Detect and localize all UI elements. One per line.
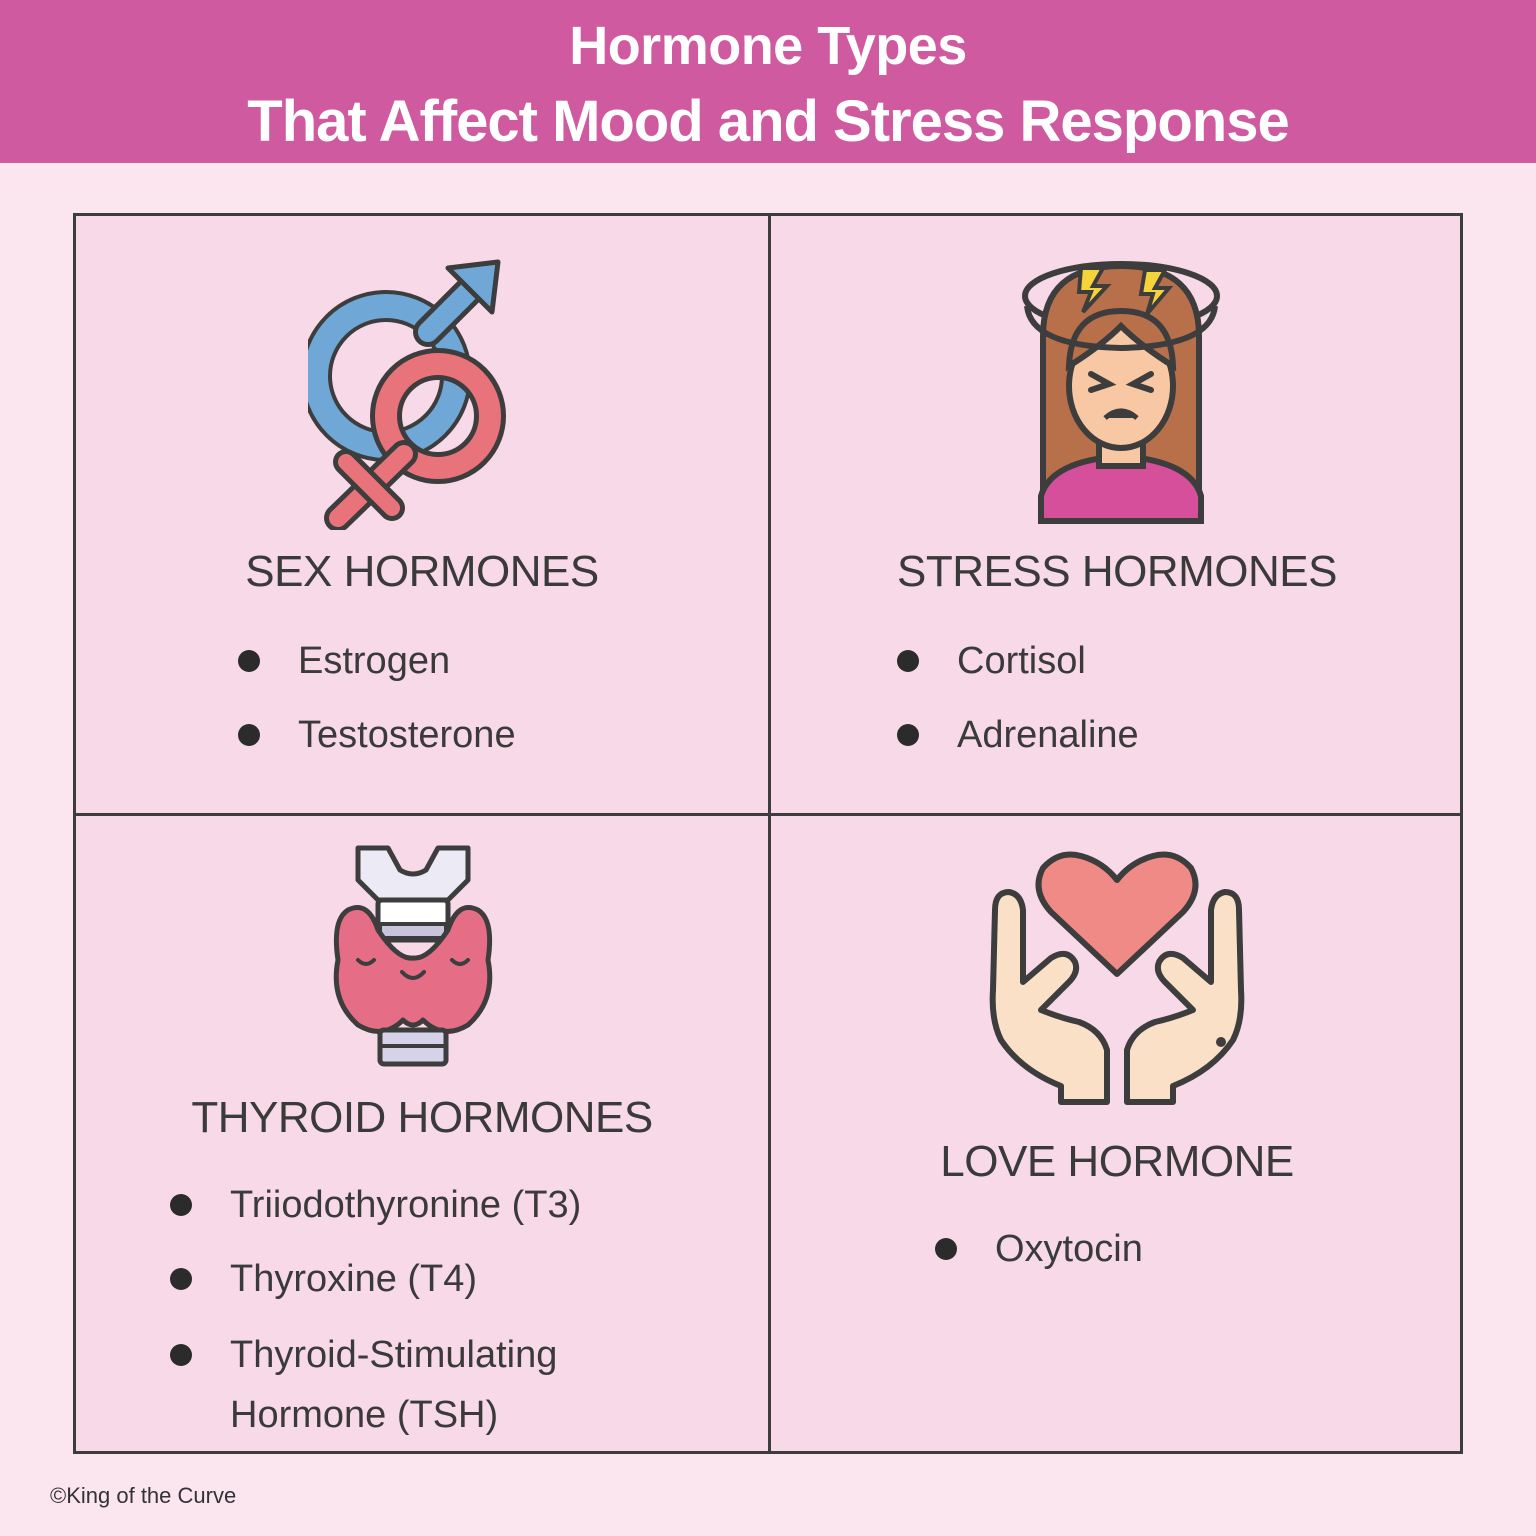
list-item: Thyroxine (T4) <box>170 1256 581 1332</box>
stress-hormones-title: STRESS HORMONES <box>897 547 1337 596</box>
copyright-footer: ©King of the Curve <box>50 1483 237 1508</box>
thyroid-hormones-panel <box>76 816 768 1454</box>
sex-hormones-panel <box>76 216 768 813</box>
page-title-line-2: That Affect Mood and Stress Response <box>247 89 1289 154</box>
thyroid-hormones-title: THYROID HORMONES <box>191 1093 653 1142</box>
page-title-line-1: Hormone Types <box>569 16 967 76</box>
header-banner <box>0 0 1536 163</box>
thyroid-hormones-list <box>170 1182 581 1442</box>
gender-symbols-icon <box>308 256 508 530</box>
hormone-grid <box>73 213 1463 1454</box>
love-hormone-title: LOVE HORMONE <box>940 1137 1294 1186</box>
list-item: Testosterone <box>238 712 516 786</box>
list-item: Adrenaline <box>897 712 1139 786</box>
list-item: Estrogen <box>238 638 516 712</box>
love-hormone-panel <box>771 816 1463 1454</box>
heart-in-hands-icon <box>981 850 1253 1106</box>
stressed-woman-icon <box>1021 256 1221 526</box>
love-hormone-list <box>935 1226 1143 1300</box>
sex-hormones-title: SEX HORMONES <box>245 547 599 596</box>
list-item-continuation: Hormone (TSH) <box>230 1394 499 1436</box>
thyroid-gland-icon <box>328 840 498 1070</box>
list-item: Triiodothyronine (T3) <box>170 1182 581 1256</box>
list-item: Oxytocin <box>935 1226 1143 1300</box>
stress-hormones-list <box>897 638 1139 786</box>
list-item: Thyroid-Stimulating <box>170 1332 581 1392</box>
sex-hormones-list <box>238 638 516 786</box>
stress-hormones-panel <box>771 216 1463 813</box>
list-item: Cortisol <box>897 638 1139 712</box>
